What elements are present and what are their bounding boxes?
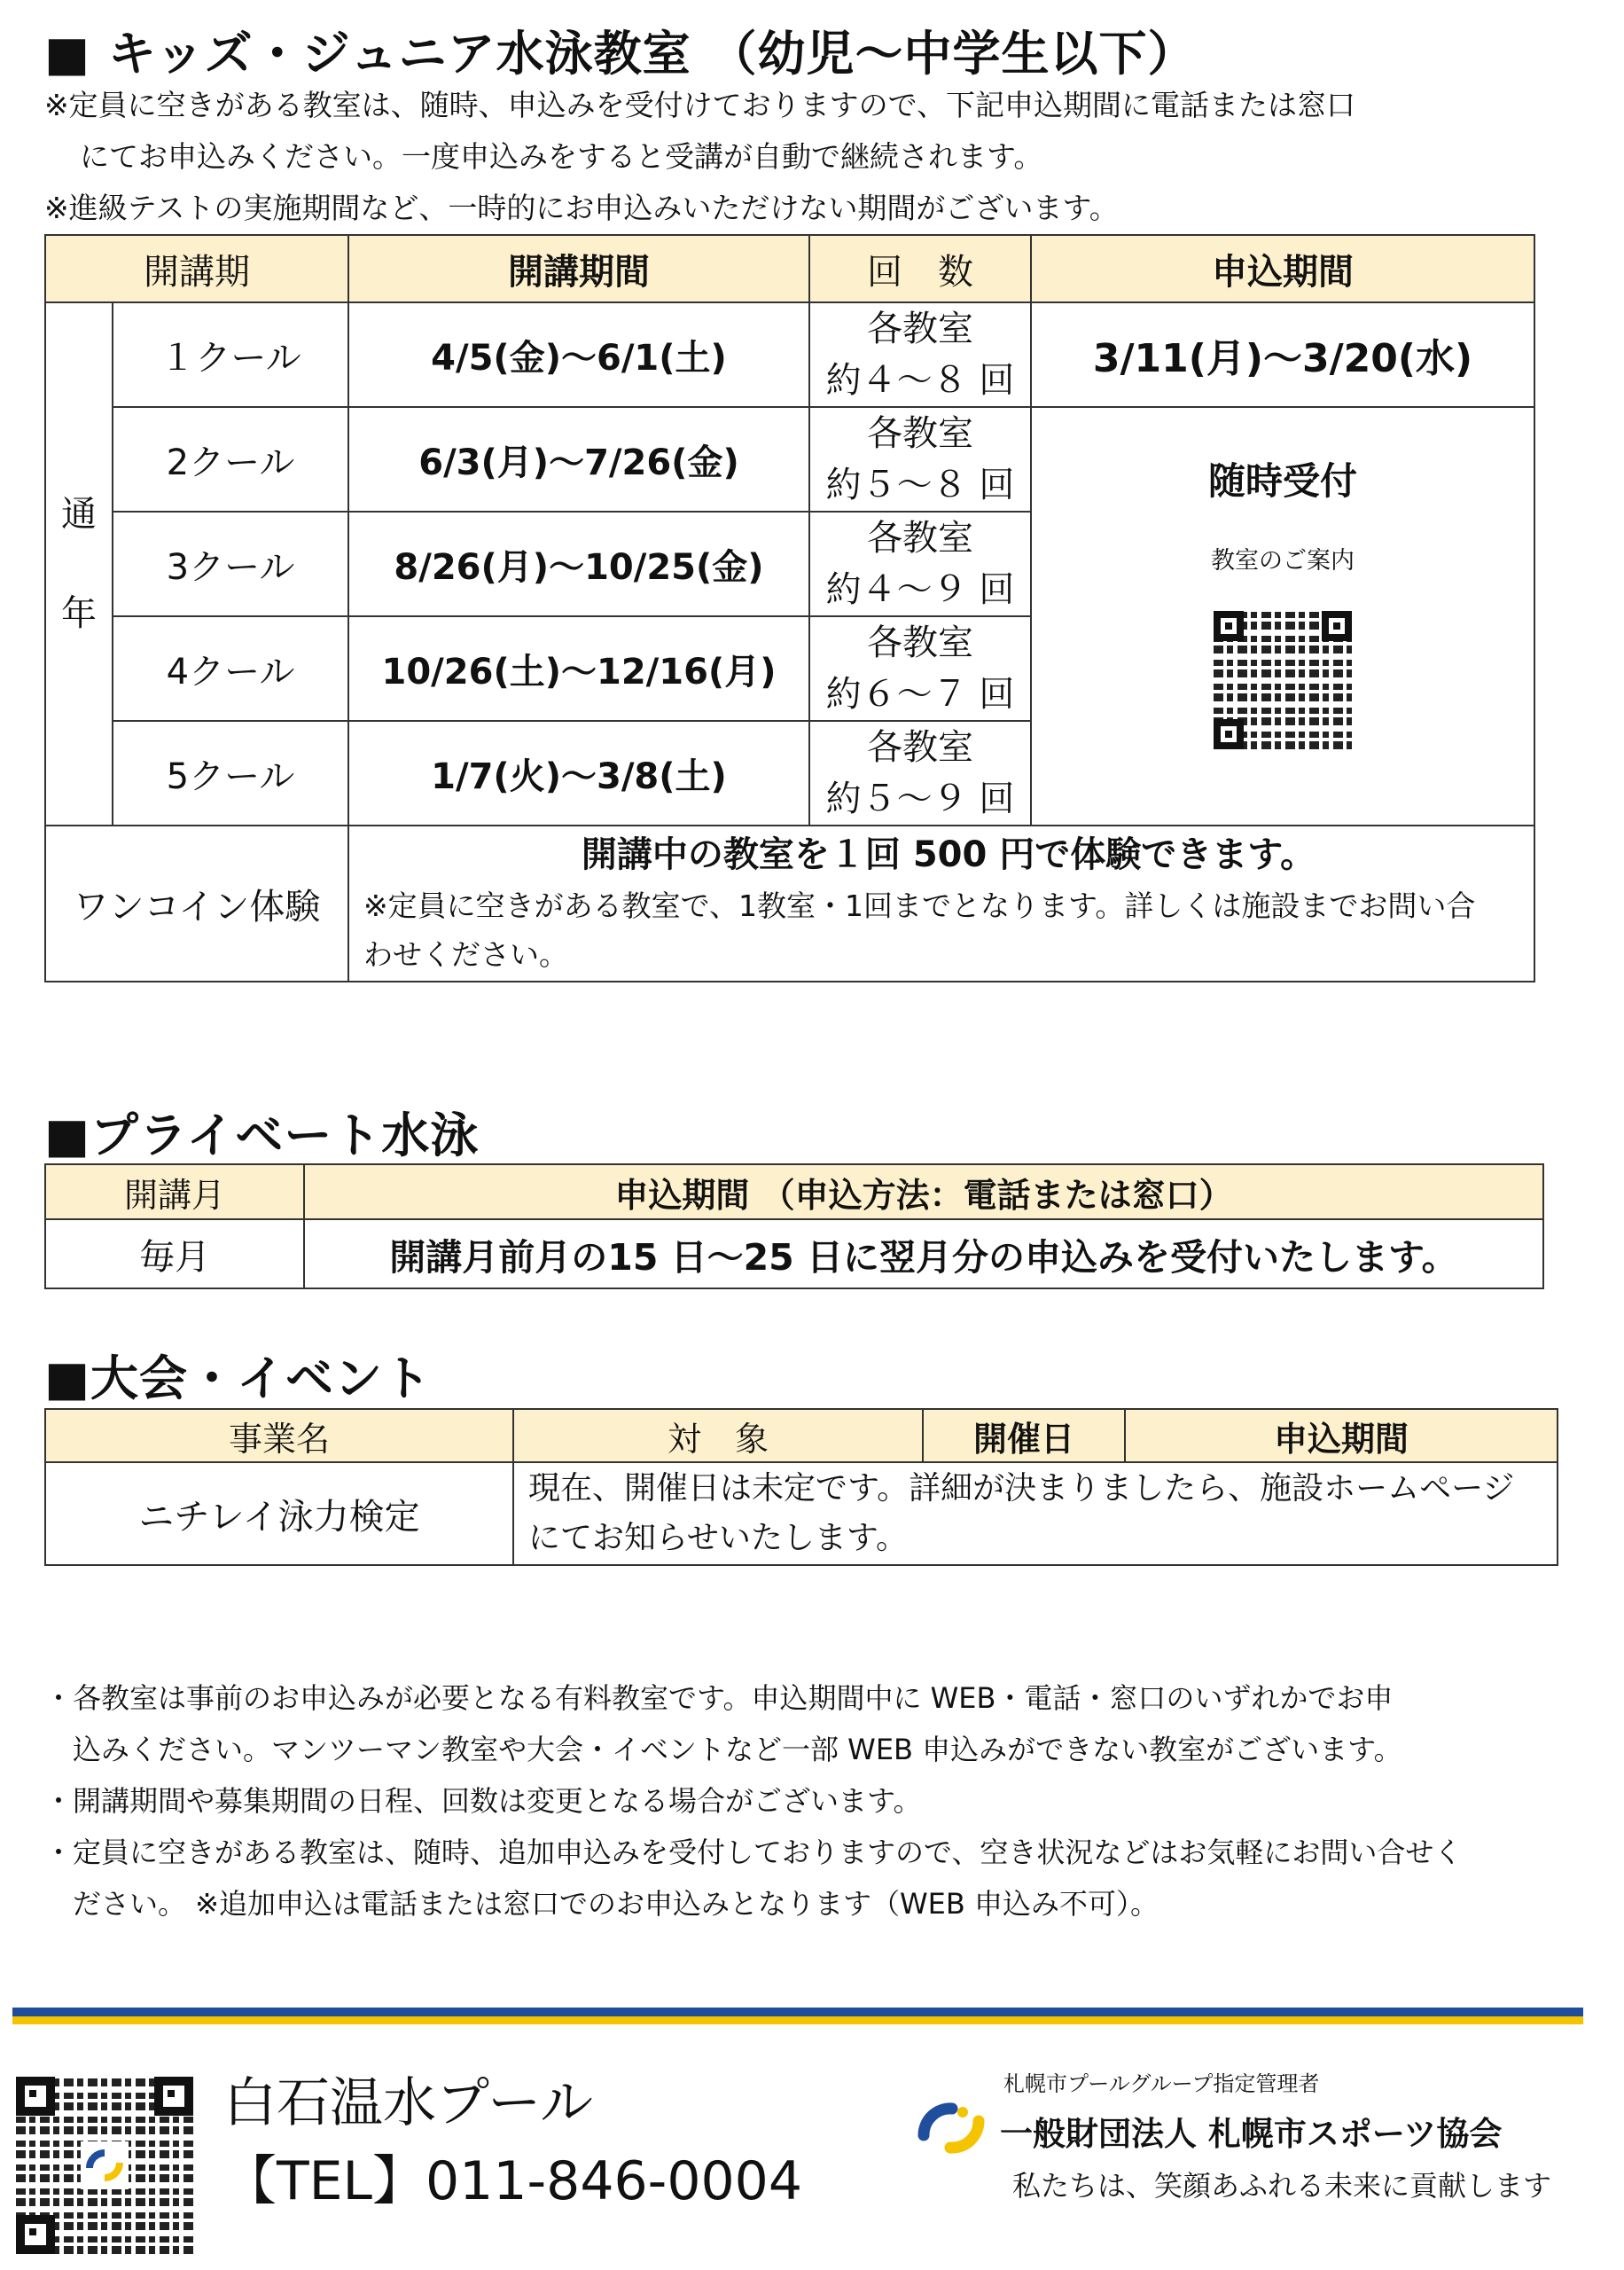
month-cell: 毎月: [45, 1219, 304, 1288]
apply-anytime: 随時受付: [1207, 459, 1357, 503]
table-row: [45, 302, 1534, 407]
period-cell: 6/3(月)～7/26(金): [348, 407, 809, 512]
organization-slogan: 私たちは、笑顔あふれる未来に貢献します: [1012, 2169, 1552, 2203]
header-date: 開催日: [923, 1409, 1125, 1462]
table-row: [45, 826, 1534, 982]
header-period: 開講期間: [348, 235, 809, 302]
count-line-2: 約４～９ 回: [825, 569, 1015, 610]
footnote-line: ・定員に空きがある教室は、随時、追加申込みを受付しておりますので、空き状況などはお気軽にお問い合せく: [44, 1836, 1463, 1869]
year-label-bottom: 年: [61, 593, 97, 634]
header-apply-method: 申込期間 （申込方法：電話または窓口）: [304, 1164, 1543, 1219]
header-term: 開講期: [45, 235, 348, 302]
organization-name: 一般財団法人 札幌市スポーツ協会: [1000, 2115, 1503, 2153]
header-event-apply: 申込期間: [1125, 1409, 1558, 1462]
count-line-1: 各教室: [867, 518, 973, 559]
header-month: 開講月: [45, 1164, 304, 1219]
sports-association-logo-icon: [911, 2093, 991, 2164]
kids-note-2: にてお申込みください。一度申込みをすると受講が自動で継続されます。: [80, 139, 1043, 174]
table-row: [45, 1219, 1543, 1288]
event-detail-cell: [513, 1462, 1558, 1565]
year-label-top: 通: [61, 494, 97, 535]
header-apply-period: 申込期間: [1031, 235, 1534, 302]
events-table: [44, 1408, 1558, 1566]
event-note-1: 現在、開催日は未定です。詳細が決まりましたら、施設ホームページ: [528, 1470, 1515, 1507]
qr-center-logo-icon: [81, 2141, 129, 2189]
footnote-line: ・各教室は事前のお申込みが必要となる有料教室です。申込期間中に WEB・電話・窓口のいずれかでお申: [44, 1681, 1394, 1715]
footnote-line: 込みください。マンツーマン教室や大会・イベントなど一部 WEB 申込みができない教室がございます。: [44, 1733, 1402, 1766]
private-section-title: ■プライベート水泳: [44, 1108, 480, 1163]
footnote-line: ・開講期間や募集期間の日程、回数は変更となる場合がございます。: [44, 1784, 922, 1818]
footer-stripe-yellow: [12, 2016, 1583, 2024]
period-cell: 10/26(土)～12/16(月): [348, 616, 809, 721]
facility-name: 白石温水プール: [223, 2072, 593, 2134]
table-row: [45, 1462, 1558, 1565]
one-coin-detail: [348, 826, 1534, 982]
term-cell: 4クール: [113, 616, 348, 721]
count-line-2: 約４～８ 回: [825, 360, 1015, 401]
count-cell: [809, 616, 1031, 721]
period-cell: 4/5(金)～6/1(土): [348, 302, 809, 407]
count-line-1: 各教室: [867, 413, 973, 454]
apply-first-cell: 3/11(月)～3/20(水): [1031, 302, 1534, 407]
one-coin-label: ワンコイン体験: [45, 826, 348, 982]
guide-label: 教室のご案内: [1211, 547, 1355, 575]
term-cell: 2クール: [113, 407, 348, 512]
footer-stripe-blue: [12, 2008, 1583, 2016]
count-line-1: 各教室: [867, 309, 973, 349]
private-table: [44, 1163, 1544, 1289]
count-line-1: 各教室: [867, 622, 973, 663]
period-cell: 8/26(月)～10/25(金): [348, 512, 809, 616]
one-coin-headline: 開講中の教室を１回 500 円で体験できます。: [581, 834, 1316, 875]
footnote-line: ださい。 ※追加申込は電話または窓口でのお申込みとなります（WEB 申込み不可）。: [44, 1887, 1159, 1921]
events-section-title: ■大会・イベント: [44, 1350, 433, 1406]
kids-section-title: ■ キッズ・ジュニア水泳教室 （幼児～中学生以下）: [44, 26, 1197, 82]
count-cell: [809, 302, 1031, 407]
header-target: 対 象: [513, 1409, 923, 1462]
kids-note-1: ※定員に空きがある教室は、随時、申込みを受付けておりますので、下記申込期間に電話または窓口: [44, 88, 1355, 122]
kids-note-3: ※進級テストの実施期間など、一時的にお申込みいただけない期間がございます。: [44, 191, 1119, 225]
header-count: 回 数: [809, 235, 1031, 302]
facility-tel[interactable]: 【TEL】011-846-0004: [223, 2150, 803, 2212]
period-cell: 1/7(火)～3/8(土): [348, 721, 809, 826]
count-line-2: 約５～８ 回: [825, 465, 1015, 505]
count-line-2: 約６～７ 回: [825, 674, 1015, 715]
term-cell: １クール: [113, 302, 348, 407]
count-cell: [809, 512, 1031, 616]
term-cell: 3クール: [113, 512, 348, 616]
count-line-1: 各教室: [867, 727, 973, 768]
apply-rest-cell: [1031, 407, 1534, 826]
count-line-2: 約５～９ 回: [825, 779, 1015, 819]
footnotes: [44, 1672, 1462, 1930]
facility-qr-code[interactable]: [16, 2077, 193, 2254]
table-row: [45, 407, 1534, 512]
guide-qr-code[interactable]: [1214, 611, 1352, 749]
term-cell: 5クール: [113, 721, 348, 826]
kids-schedule-table: [44, 234, 1535, 982]
event-name-cell: ニチレイ泳力検定: [45, 1462, 513, 1565]
manager-caption: 札幌市プールグループ指定管理者: [1003, 2071, 1320, 2096]
one-coin-note-2: わせください。: [363, 937, 568, 972]
count-cell: [809, 407, 1031, 512]
year-round-label: [45, 302, 113, 826]
event-note-2: にてお知らせいたします。: [528, 1520, 909, 1556]
header-event-name: 事業名: [45, 1409, 513, 1462]
one-coin-note-1: ※定員に空きがある教室で、1教室・1回までとなります。詳しくは施設までお問い合: [363, 888, 1476, 923]
count-cell: [809, 721, 1031, 826]
private-period-cell: 開講月前月の15 日～25 日に翌月分の申込みを受付いたします。: [304, 1219, 1543, 1288]
